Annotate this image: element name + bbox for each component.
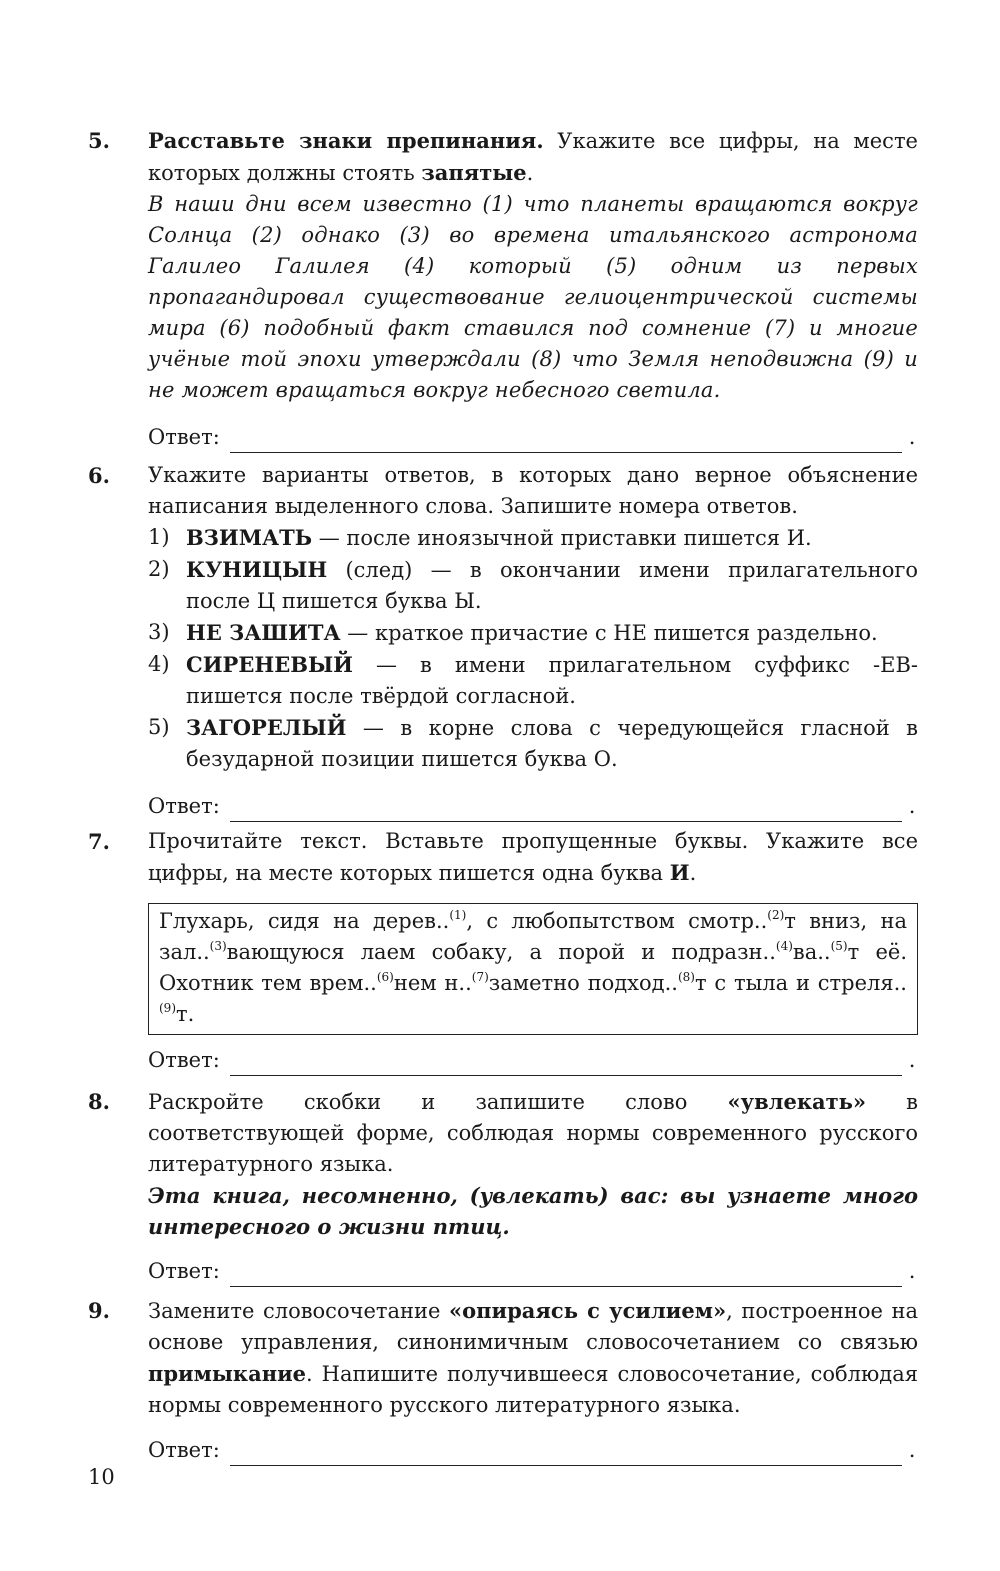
answer-row: Ответ: . [148, 1435, 918, 1466]
option-item: 1) ВЗИМАТЬ — после иноязычной приставки пишется И. [148, 525, 812, 550]
task-7 [88, 826, 918, 1076]
options-list [148, 522, 918, 775]
task-text: В наши дни всем известно (1) что планеты вращаются вокруг Солнца (2) однако (3) во времена итальянского астронома Галилео Галилея (4) который (5) одним из первых пропагандировал существование гелиоцентрической системы мира (6) подобный факт ставился под сомнение (7) и многие учёные той эпохи утверждали (8) что Земля неподвижна (9) и не может вращаться вокруг небесного светила. [148, 192, 918, 402]
answer-label: Ответ: [148, 794, 220, 818]
answer-row: Ответ: . [148, 791, 918, 822]
option-item: 3) НЕ ЗАШИТА — краткое причастие с НЕ пишется раздельно. [148, 620, 878, 645]
text-box: Глухарь, сидя на дерев..$^{(1)}$, с любопытством смотр..$^{(2)}$т вниз, на зал..$^{(3)}$вающуюся лаем собаку, а порой и подразн..$^{(4)}$ва..$^{(5)}$т её. Охотник тем врем..$^{(6)}$нем н..$^{(7)}$заметно подход..$^{(8)}$т с тыла и стреля..$^{(9)}$т. [148, 903, 918, 1035]
option-item: 2) КУНИЦЫН (след) — в окончании имени прилагательного после Ц пишется буква Ы. [148, 557, 918, 613]
task-number: 7. [88, 829, 110, 854]
answer-label: Ответ: [148, 1438, 220, 1462]
answer-label: Ответ: [148, 1259, 220, 1283]
page-number: 10 [88, 1465, 115, 1489]
task-prompt: Замените словосочетание «опираясь с усилием», построенное на основе управления, синонимичным словосочетанием со связью примыкание. Напишите получившееся словосочетание, соблюдая нормы современного русского литературного языка. [148, 1298, 919, 1417]
task-8 [88, 1086, 918, 1287]
answer-label: Ответ: [148, 425, 220, 449]
option-item: 5) ЗАГОРЕЛЫЙ — в корне слова с чередующейся гласной в безударной позиции пишется буква О. [148, 715, 918, 771]
prompt-bold-word: запятые [421, 160, 527, 185]
answer-row: Ответ: . [148, 1256, 918, 1287]
task-prompt: Укажите варианты ответов, в которых дано верное объяснение написания выделенного слова. Запишите номера ответов. [148, 463, 918, 518]
task-6 [88, 460, 918, 822]
answer-row: Ответ: . [148, 1045, 918, 1076]
answer-line[interactable] [230, 428, 902, 453]
task-number: 9. [88, 1298, 110, 1323]
task-prompt: Расставьте знаки препинания. Укажите все цифры, на месте которых должны стоять запятые. [148, 128, 918, 185]
task-5 [88, 125, 918, 453]
answer-line[interactable] [230, 1441, 902, 1466]
answer-row: Ответ: . [148, 422, 918, 453]
task-number: 6. [88, 463, 110, 488]
option-item: 4) СИРЕНЕВЫЙ — в имени прилагательном суффикс -ЕВ- пишется после твёрдой согласной. [148, 652, 918, 708]
task-number: 8. [88, 1089, 110, 1114]
task-prompt: Прочитайте текст. Вставьте пропущенные буквы. Укажите все цифры, на месте которых пишется одна буква И. [148, 829, 918, 885]
task-number: 5. [88, 128, 110, 153]
task-sentence: Эта книга, несомненно, (увлекать) вас: вы узнаете много интересного о жизни птиц. [148, 1183, 918, 1239]
answer-line[interactable] [230, 1051, 902, 1076]
prompt-bold: Расставьте знаки препинания. [148, 128, 544, 153]
task-9 [88, 1295, 918, 1466]
answer-line[interactable] [230, 797, 902, 822]
task-prompt: Раскройте скобки и запишите слово «увлекать» в соответствующей форме, соблюдая нормы современного русского литературного языка. [148, 1089, 919, 1176]
answer-line[interactable] [230, 1262, 902, 1287]
answer-label: Ответ: [148, 1048, 220, 1072]
